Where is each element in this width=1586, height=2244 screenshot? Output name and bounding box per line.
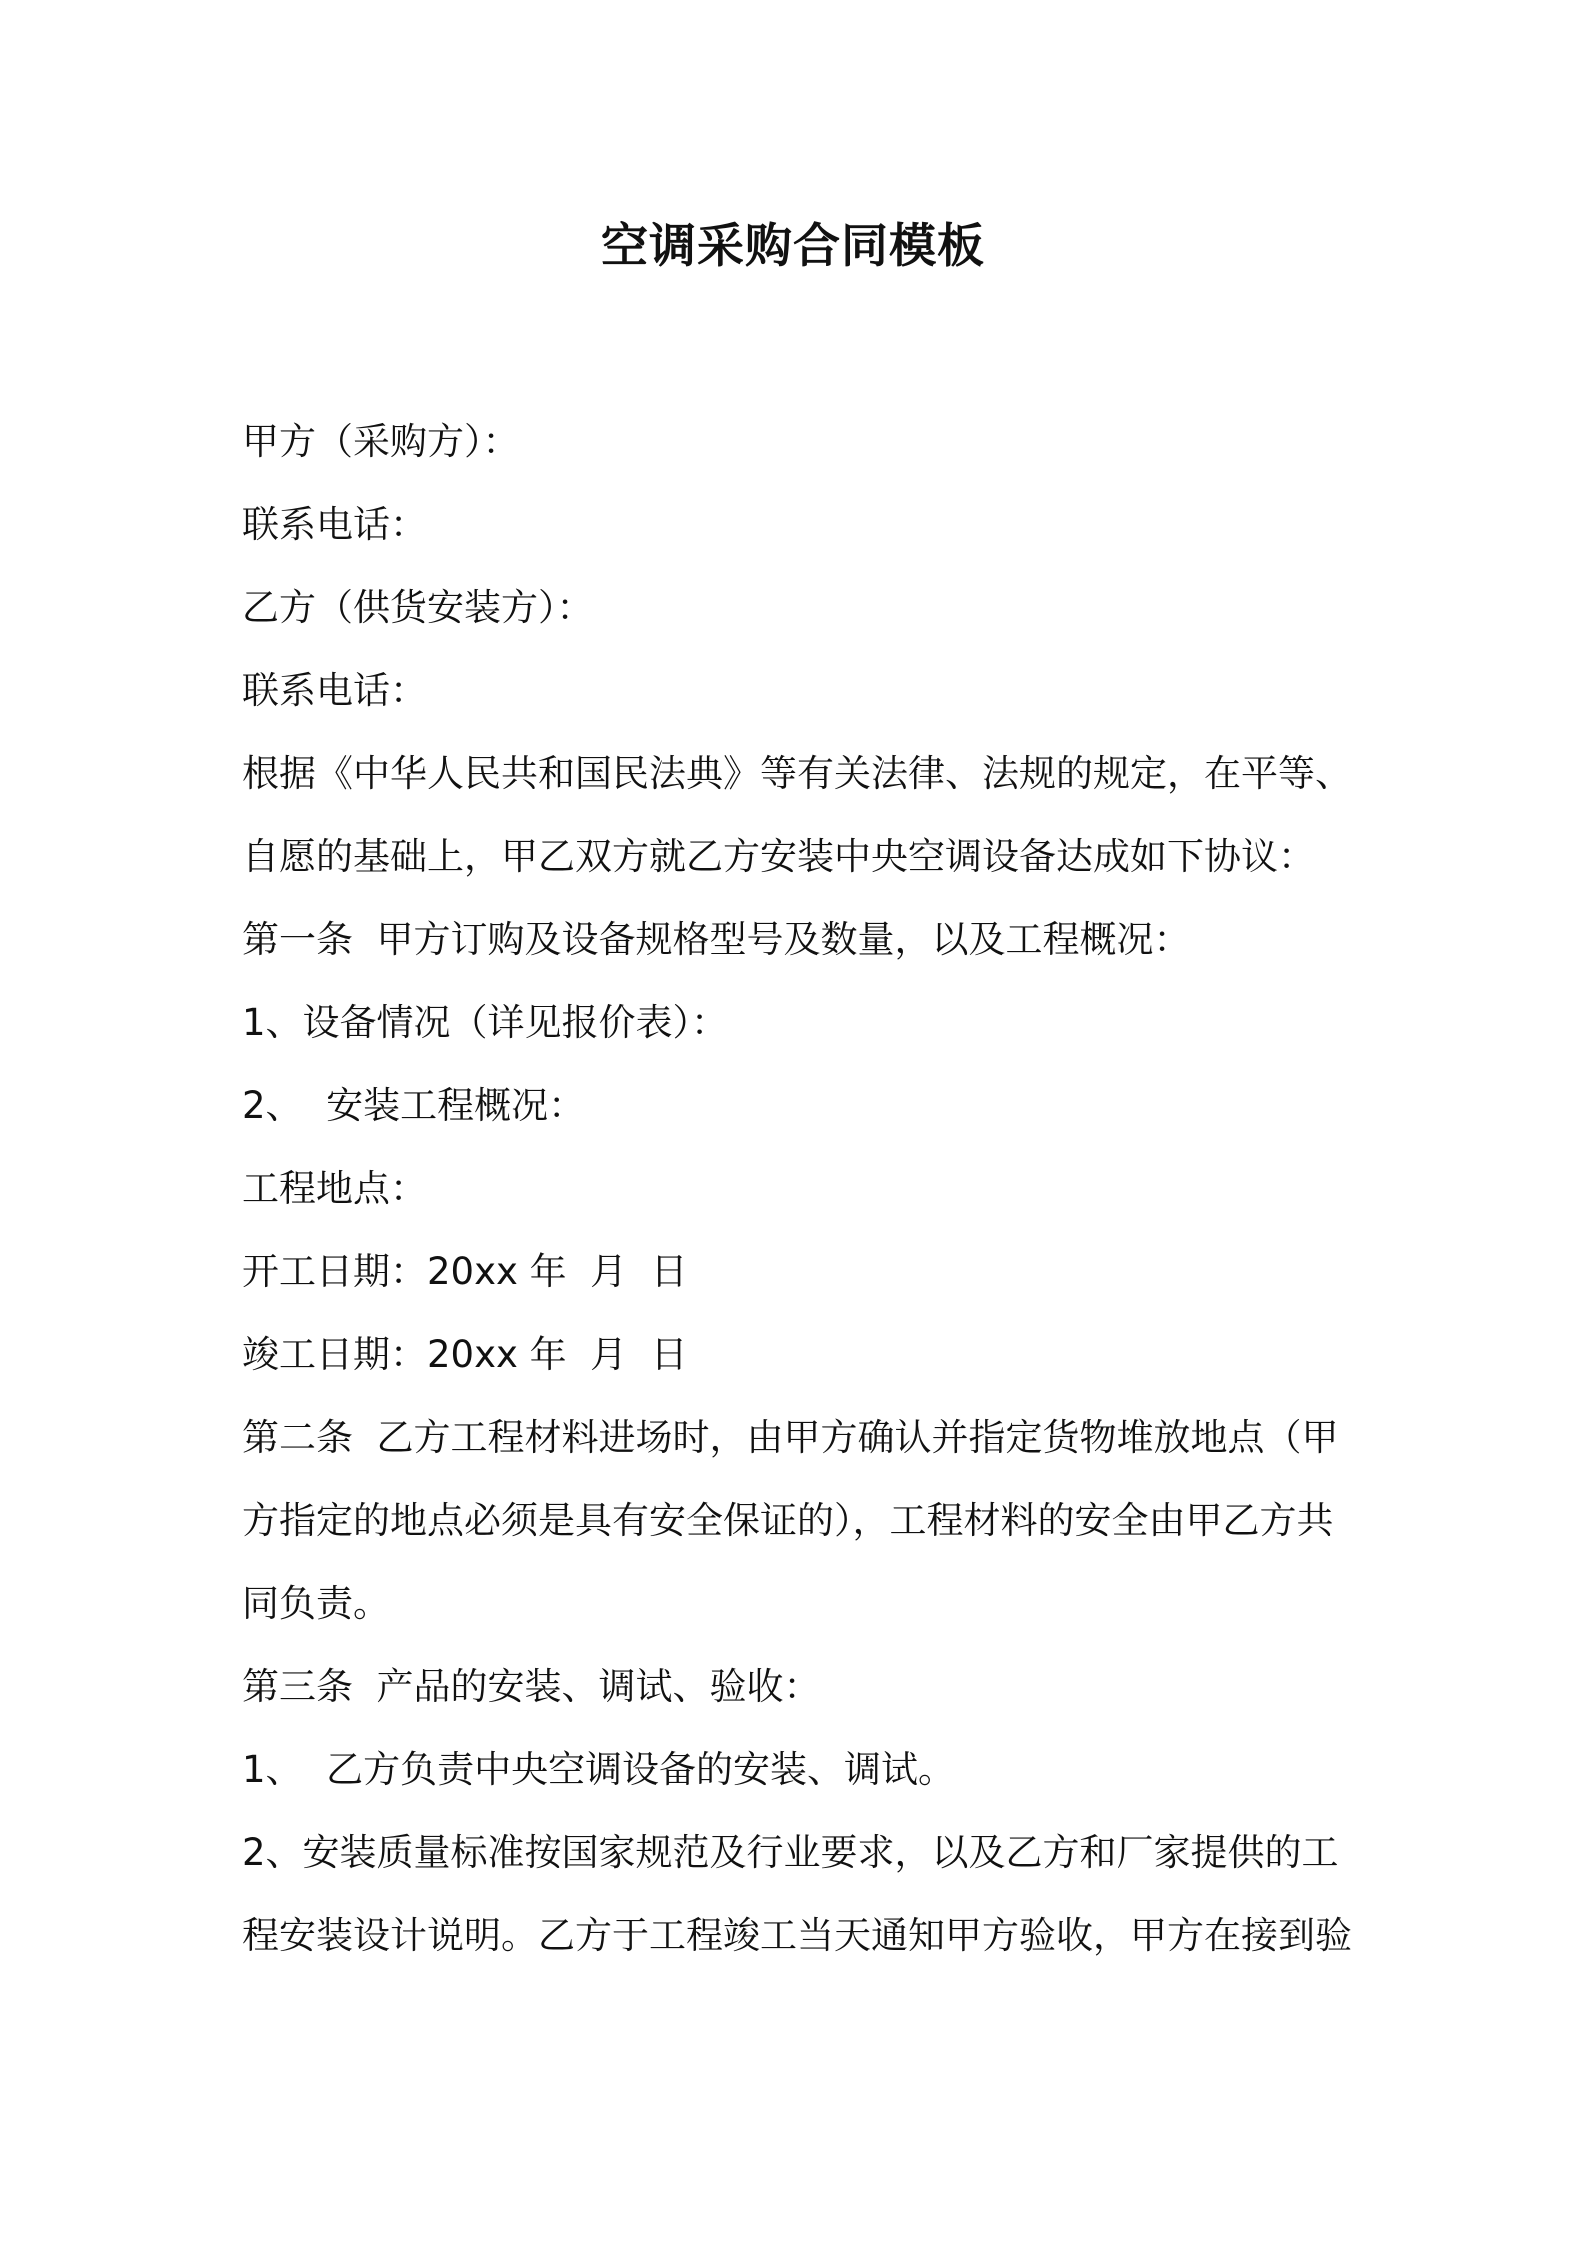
document-title: 空调采购合同模板 xyxy=(601,219,985,274)
party-b-line: 乙方（供货安装方）： xyxy=(242,586,594,629)
paragraph-line: 程安装设计说明。乙方于工程竣工当天通知甲方验收，甲方在接到验 xyxy=(242,1914,1352,1957)
start-date-line: 开工日期：20xx 年 月 日 xyxy=(242,1250,688,1293)
article-heading: 第一条 甲方订购及设备规格型号及数量，以及工程概况： xyxy=(242,918,1191,961)
paragraph-line: 方指定的地点必须是具有安全保证的），工程材料的安全由甲乙方共 xyxy=(242,1499,1334,1542)
clause-line: 2、 安装工程概况： xyxy=(242,1084,586,1127)
party-b-phone-line: 联系电话： xyxy=(242,669,427,712)
preamble-line: 根据《中华人民共和国民法典》等有关法律、法规的规定，在平等、 xyxy=(242,752,1352,795)
paragraph-line: 同负责。 xyxy=(242,1582,390,1625)
party-a-phone-line: 联系电话： xyxy=(242,503,427,546)
preamble-line: 自愿的基础上，甲乙双方就乙方安装中央空调设备达成如下协议： xyxy=(242,835,1315,878)
clause-line: 1、设备情况（详见报价表）： xyxy=(242,1001,729,1044)
completion-date-line: 竣工日期：20xx 年 月 日 xyxy=(242,1333,688,1376)
article-heading: 第三条 产品的安装、调试、验收： xyxy=(242,1665,821,1708)
project-location-line: 工程地点： xyxy=(242,1167,427,1210)
clause-line: 2、安装质量标准按国家规范及行业要求，以及乙方和厂家提供的工 xyxy=(242,1831,1339,1874)
party-a-line: 甲方（采购方）： xyxy=(242,420,520,463)
clause-line: 1、 乙方负责中央空调设备的安装、调试。 xyxy=(242,1748,956,1791)
document-body xyxy=(242,400,1360,1977)
article-heading: 第二条 乙方工程材料进场时，由甲方确认并指定货物堆放地点（甲 xyxy=(242,1416,1339,1459)
